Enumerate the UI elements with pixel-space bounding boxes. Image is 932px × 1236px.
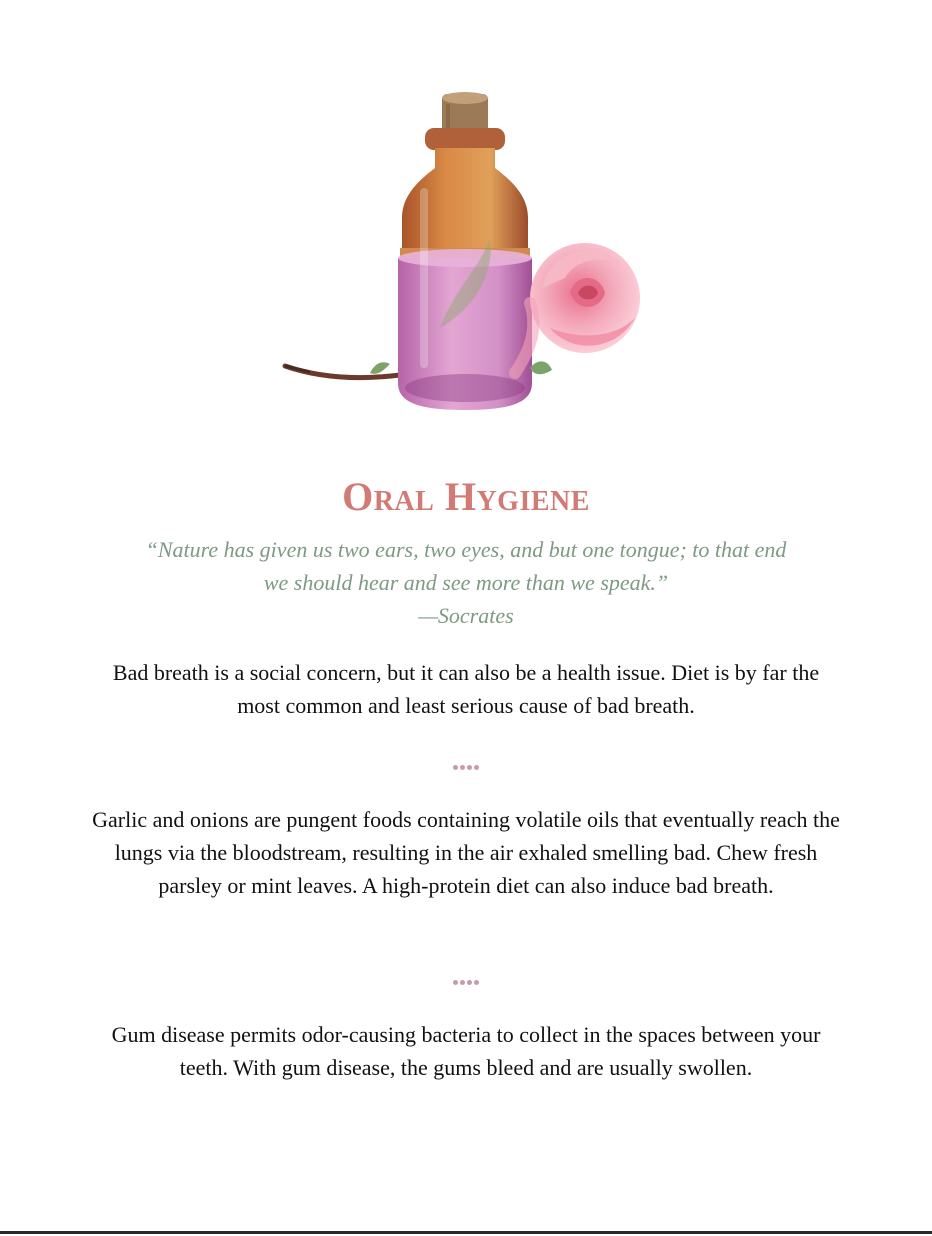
divider-dot: [460, 980, 465, 985]
quote-line: we should hear and see more than we speak.”: [263, 570, 669, 595]
page-title: Oral Hygiene: [342, 474, 590, 519]
divider-dot: [453, 765, 458, 770]
section-divider-dots: [0, 757, 932, 767]
epigraph-quote: [60, 533, 872, 632]
divider-dot: [467, 980, 472, 985]
section-divider-dots: [0, 972, 932, 982]
body-paragraph: Garlic and onions are pungent foods containing volatile oils that eventually reach the lungs via the bloodstream, resulting in the air exhaled smelling bad. Chew fresh parsley or mint leaves. A high-protein diet can also induce bad breath.: [92, 807, 840, 898]
divider-dot: [474, 980, 479, 985]
divider-dot: [474, 765, 479, 770]
page-bottom-border: [0, 1231, 932, 1234]
divider-dot: [453, 980, 458, 985]
bottle-and-rose-illustration: [280, 88, 650, 418]
rose: [515, 243, 640, 374]
body-paragraph: Gum disease permits odor-causing bacteria to collect in the spaces between your teeth. With gum disease, the gums bleed and are usually swollen.: [111, 1022, 821, 1080]
divider-dot: [460, 765, 465, 770]
quote-attribution: —Socrates: [418, 603, 514, 628]
divider-dot: [467, 765, 472, 770]
body-paragraph: Bad breath is a social concern, but it can also be a health issue. Diet is by far the most common and least serious cause of bad breath.: [112, 660, 820, 718]
quote-line: “Nature has given us two ears, two eyes, and but one tongue; to that end: [145, 537, 787, 562]
